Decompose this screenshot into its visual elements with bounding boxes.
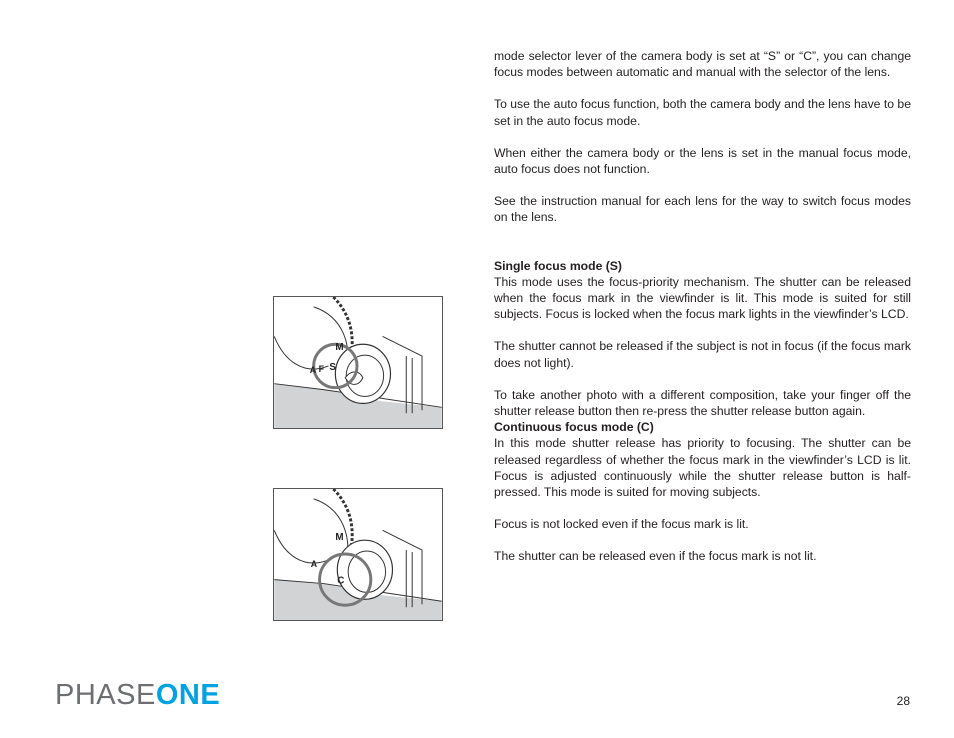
intro-paragraph: To use the auto focus function, both the camera body and the lens have to be set in the auto focus mode. [494,97,911,128]
continuous-focus-illustration [273,488,443,621]
logo-text-one: ONE [155,679,221,711]
continuous-focus-paragraph: In this mode shutter release has priority to focusing. The shutter can be released regardless of whether the focus mark in the viewfinder’s LCD is lit. Focus is adjusted continuously while the shutter release button is half-pressed. This mode is suited for moving subjects. [494,436,911,500]
intro-paragraph: When either the camera body or the lens is set in the manual focus mode, auto focus does not function. [494,145,911,177]
page-number: 28 [896,694,910,708]
single-focus-illustration [273,296,443,429]
camera-focus-selector-c-image [274,489,442,620]
continuous-focus-paragraph: The shutter can be released even if the focus mark is not lit. [494,549,817,564]
dial-label-c: C [337,575,345,587]
dial-label-s: S [329,361,336,373]
logo-text-phase: PHASE [55,679,156,711]
dial-label-a: A [309,364,317,375]
phaseone-logo [55,680,220,710]
single-focus-paragraph: This mode uses the focus-priority mechanism. The shutter can be released when the focus mark in the viewfinder is lit. This mode is suited for still subjects. Focus is locked when the focus mark lights in the viewfinder’s LCD. [494,274,911,322]
single-focus-paragraph: The shutter cannot be released if the subject is not in focus (if the focus mark does not light). [494,339,911,370]
continuous-focus-heading: Continuous focus mode (C) [494,420,654,435]
body-text-column [494,48,911,565]
dial-label-a: A [310,558,318,569]
intro-paragraph: mode selector lever of the camera body is set at “S” or “C”, you can change focus modes between automatic and manual with the selector of the lens. [494,49,911,80]
dial-label-m: M [335,342,344,354]
dial-label-f: F [318,363,325,374]
camera-focus-selector-s-image [274,297,442,428]
single-focus-paragraph: To take another photo with a different composition, take your finger off the shutter release button then re-press the shutter release button again. [494,387,911,419]
continuous-focus-paragraph: Focus is not locked even if the focus mark is lit. [494,517,749,532]
single-focus-heading: Single focus mode (S) [494,258,622,273]
dial-label-m: M [335,532,344,544]
intro-paragraph: See the instruction manual for each lens for the way to switch focus modes on the lens. [494,194,911,225]
